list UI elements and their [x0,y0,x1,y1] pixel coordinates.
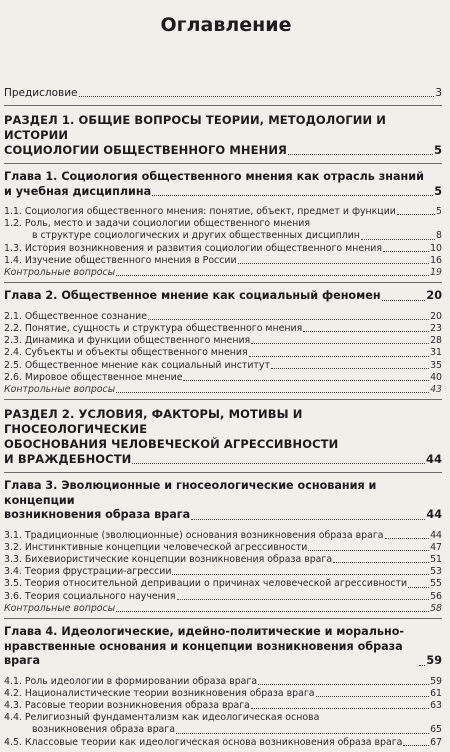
chapter-heading[interactable] [4,289,442,304]
preface-entry[interactable] [4,87,442,100]
page-number: 44 [430,529,442,541]
toc-item[interactable] [4,554,442,566]
toc-line [4,170,442,185]
toc-entry-text: и учебная дисциплина [4,184,152,198]
toc-entry-text: 2.3. Динамика и функции общественного мнения [4,335,251,347]
leader-dots [258,684,429,685]
toc-line [4,360,442,372]
toc-line [4,676,442,688]
page-number: 44 [426,508,442,522]
toc-item[interactable] [4,243,442,255]
toc-item[interactable] [4,542,442,554]
leader-dots [288,154,433,155]
leader-dots [382,300,426,301]
toc-line [4,218,442,230]
leader-dots [176,733,429,734]
toc-line [4,87,442,100]
chapter-heading[interactable] [4,625,442,669]
toc-line [4,688,442,700]
control-questions-entry[interactable] [4,267,442,279]
toc-entry-text: РАЗДЕЛ 1. ОБЩИЕ ВОПРОСЫ ТЕОРИИ, МЕТОДОЛОГИИ И ИСТОРИИ [4,113,387,142]
toc-line [4,591,442,603]
section-block [4,399,442,472]
toc-item[interactable] [4,578,442,590]
page-number: 5 [433,143,442,157]
toc-line [4,267,442,279]
leader-dots [251,708,429,709]
page-number: 10 [430,242,442,254]
leader-dots [116,275,429,276]
chapter-block [4,472,442,526]
toc-item[interactable] [4,311,442,323]
chapter-heading[interactable] [4,479,442,523]
page-number: 40 [430,371,442,383]
chapter-items [4,307,442,399]
toc-line [4,479,442,508]
leader-dots [333,562,429,563]
toc-line [4,243,442,255]
page-number: 67 [430,736,442,748]
toc-entry-text: 3.2. Инстинктивные концепции человеческой агрессивности [4,541,308,553]
toc-entry-text: Глава 3. Эволюционные и гносеологические основания и концепции [4,479,377,507]
leader-dots [249,356,429,357]
toc-entry-text: 4.2. Националистические теории возникновения образа врага [4,687,315,699]
chapter-items [4,672,442,752]
chapter-heading[interactable] [4,170,442,199]
toc-entry-text: 3.6. Теория социального научения [4,590,176,602]
toc-line [4,407,442,437]
section-heading[interactable] [4,113,442,158]
toc-line [4,542,442,554]
page-number: 16 [430,254,442,266]
toc-item[interactable] [4,218,442,242]
page-number: 53 [430,566,442,578]
leader-dots [308,550,429,551]
leader-dots [116,611,429,612]
toc-entry-text: нравственные основания и концепции возникновения образа врага [4,639,403,668]
toc-entry-text: возникновения образа врага [4,508,191,522]
page-number: 59 [426,654,442,668]
toc-line [4,724,442,736]
toc-line [4,347,442,359]
leader-dots [397,214,435,215]
page-number: 5 [436,206,442,217]
leader-dots [316,696,430,697]
chapter-block [4,618,442,672]
toc-entry-text: 1.1. Социология общественного мнения: понятие, объект, предмет и функции [4,206,396,217]
leader-dots [116,392,429,393]
toc-item[interactable] [4,360,442,372]
toc-entry-text: 3.1. Традиционные (эволюционные) основания возникновения образа врага [4,529,384,541]
toc-entry-text: Контрольные вопросы [4,383,116,395]
toc-entry-text: 3.5. Теория относительной депривации о причинах человеческой агрессивности [4,578,408,590]
toc-line [4,311,442,323]
toc-entry-text: И ВРАЖДЕБНОСТИ [4,452,132,467]
page-number: 20 [426,289,442,303]
page-number: 8 [436,230,442,242]
toc-entry-text: 1.2. Роль, место и задачи социологии общественного мнения [4,218,310,230]
toc-entry-text: Глава 2. Общественное мнение как социальный феномен [4,289,381,303]
toc-item[interactable] [4,335,442,347]
page-number: 47 [430,541,442,553]
page-title: Оглавление [160,14,292,36]
toc-line [4,323,442,335]
toc-item[interactable] [4,566,442,578]
toc-line [4,372,442,384]
page-number: 61 [430,687,442,699]
chapter-items [4,202,442,282]
toc-line [4,206,442,218]
toc-line [4,230,442,242]
toc-item[interactable] [4,372,442,384]
toc-line [4,508,442,523]
leader-dots [385,538,430,539]
toc-entry-text: 3.4. Теория фрустрации-агрессии [4,566,172,578]
toc-line [4,530,442,542]
page-number: 56 [430,590,442,602]
toc-line [4,452,442,467]
toc-entry-text: 2.1. Общественное сознание [4,310,148,322]
toc-entry-text: возникновения образа врага [32,724,175,736]
toc-line [4,625,442,640]
toc-item[interactable] [4,712,442,736]
page-number: 35 [430,359,442,371]
page-number: 5 [434,184,442,198]
leader-dots [419,665,425,666]
toc-entry-text: в структуре социологических и других общественных дисциплин [32,230,360,242]
page-number: 3 [435,87,442,99]
leader-dots [408,587,429,588]
leader-dots [403,745,429,746]
section-heading[interactable] [4,407,442,467]
toc-entry-text: 4.3. Расовые теории возникновения образа врага [4,699,250,711]
page-number: 31 [430,347,442,359]
page-number: 19 [430,267,442,279]
toc-item[interactable] [4,206,442,218]
toc-entry-text: Контрольные вопросы [4,267,116,279]
page-number: 23 [430,322,442,334]
section-block [4,105,442,163]
leader-dots [251,343,429,344]
control-questions-entry[interactable] [4,603,442,615]
chapter-block [4,282,442,307]
leader-dots [383,251,429,252]
toc-item[interactable] [4,688,442,700]
toc-entry-text: 2.2. Понятие, сущность и структура общественного мнения [4,322,303,334]
leader-dots [238,263,430,264]
page-number: 65 [430,724,442,736]
chapter-block [4,163,442,202]
toc-line [4,737,442,749]
leader-dots [177,599,430,600]
page-number: 28 [430,335,442,347]
toc-line [4,437,442,452]
toc-line [4,566,442,578]
page-number: 63 [430,699,442,711]
toc-entry-text: 4.5. Классовые теории как идеологическая основа возникновения образа врага [4,736,403,748]
toc-line [4,700,442,712]
chapter-items [4,526,442,618]
leader-dots [191,519,425,520]
leader-dots [152,195,433,196]
toc-item[interactable] [4,347,442,359]
toc-entry-text: 2.5. Общественное мнение как социальный институт [4,359,270,371]
toc-line [4,712,442,724]
leader-dots [172,574,429,575]
toc-item[interactable] [4,591,442,603]
leader-dots [183,380,429,381]
toc-entry-text: ОБОСНОВАНИЯ ЧЕЛОВЕЧЕСКОЙ АГРЕССИВНОСТИ [4,437,339,452]
toc-line [4,113,442,143]
page-number: 51 [430,554,442,566]
toc-line [4,640,442,669]
toc-item[interactable] [4,737,442,749]
toc-line [4,255,442,267]
toc-entry-text: 4.1. Роль идеологии в формировании образа врага [4,675,258,687]
toc-entry-text: СОЦИОЛОГИИ ОБЩЕСТВЕННОГО МНЕНИЯ [4,143,288,157]
toc-entry-text: 2.6. Мировое общественное мнение [4,371,183,383]
page-number: 55 [430,578,442,590]
toc-entry-text: 1.3. История возникновения и развития социологии общественного мнения [4,242,382,254]
toc-entry-text: 3.3. Бихевиористические концепции возникновения образа врага [4,554,333,566]
toc-entry-text: Контрольные вопросы [4,602,116,614]
leader-dots [361,239,435,240]
toc-line [4,185,442,200]
page-number: 44 [425,452,442,467]
toc-item[interactable] [4,700,442,712]
toc-item[interactable] [4,255,442,267]
toc-item[interactable] [4,676,442,688]
toc-line [4,578,442,590]
leader-dots [132,463,425,464]
toc-line [4,335,442,347]
toc-item[interactable] [4,323,442,335]
toc-entry-text: Глава 4. Идеологические, идейно-политические и морально- [4,625,405,639]
leader-dots [303,331,429,332]
leader-dots [148,319,429,320]
toc-line [4,554,442,566]
toc-line [4,384,442,396]
leader-dots [79,96,435,97]
leader-dots [271,368,429,369]
page-number: 43 [430,383,442,395]
page-number: 20 [430,310,442,322]
page-number: 58 [430,602,442,614]
toc-line [4,143,442,158]
toc-entry-text: Глава 1. Социология общественного мнения как отрасль знаний [4,170,424,183]
toc-item[interactable] [4,530,442,542]
toc-entry-text: РАЗДЕЛ 2. УСЛОВИЯ, ФАКТОРЫ, МОТИВЫ И ГНОСЕОЛОГИЧЕСКИЕ [4,407,303,437]
toc-line [4,603,442,615]
page-number: 59 [430,675,442,687]
toc-entry-text: 2.4. Субъекты и объекты общественного мнения [4,347,248,359]
toc-line [4,289,442,304]
control-questions-entry[interactable] [4,384,442,396]
toc-entry-text: 4.4. Религиозный фундаментализм как идеологическая основа [4,712,320,724]
toc-entry-text: Предисловие [4,87,78,99]
table-of-contents [4,87,442,752]
toc-entry-text: 1.4. Изучение общественного мнения в России [4,254,237,266]
